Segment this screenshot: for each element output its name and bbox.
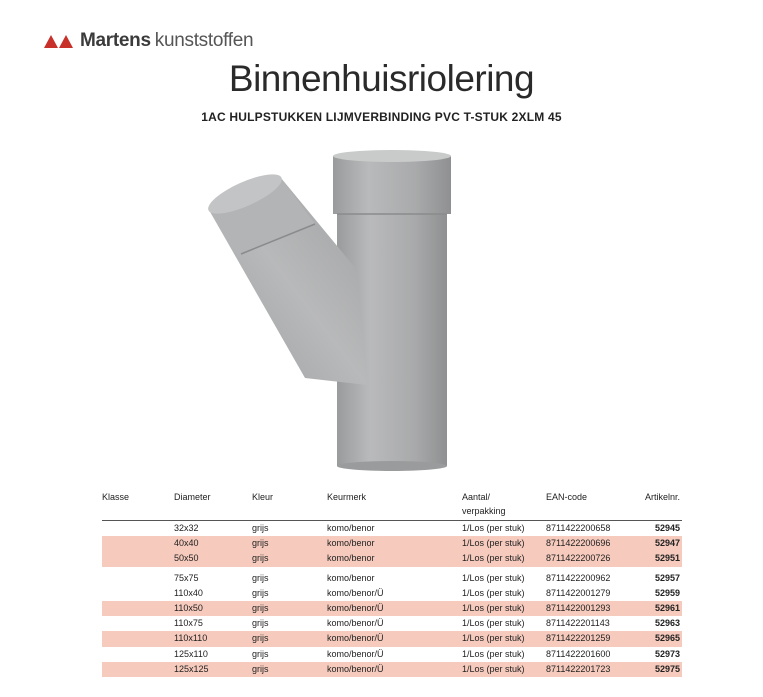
cell-kleur: grijs (252, 553, 269, 564)
cell-keurmerk: komo/benor (327, 523, 375, 533)
logo-brand-light: kunststoffen (154, 30, 254, 51)
cell-kleur: grijs (252, 663, 269, 674)
header-ean: EAN-code (546, 492, 588, 502)
cell-keurmerk: komo/benor/Ü (327, 633, 384, 644)
cell-artikelnr: 52973 (654, 648, 680, 659)
header-klasse: Klasse (102, 492, 130, 502)
cell-aantal: 1/Los (per stuk) (462, 648, 525, 659)
martens-logo (44, 30, 253, 52)
cell-keurmerk: komo/benor (327, 572, 375, 583)
cell-keurmerk: komo/benor/Ü (327, 602, 384, 613)
header-kleur: Kleur (252, 492, 274, 502)
table-row (102, 647, 682, 662)
cell-aantal: 1/Los (per stuk) (462, 618, 525, 629)
cell-keurmerk: komo/benor (327, 553, 375, 564)
header-artikelnr: Artikelnr. (644, 492, 680, 502)
cell-artikelnr: 52945 (654, 523, 680, 533)
cell-diameter: 40x40 (174, 538, 199, 549)
cell-aantal: 1/Los (per stuk) (462, 663, 525, 674)
cell-ean: 8711422200962 (546, 572, 611, 583)
table-row (102, 571, 682, 586)
cell-aantal: 1/Los (per stuk) (462, 538, 525, 549)
table-row (102, 536, 682, 551)
logo-triangles-icon (44, 34, 74, 48)
cell-aantal: 1/Los (per stuk) (462, 633, 525, 644)
cell-keurmerk: komo/benor/Ü (327, 618, 384, 629)
cell-keurmerk: komo/benor/Ü (327, 663, 384, 674)
header-aantal-line2: verpakking (462, 506, 506, 516)
cell-kleur: grijs (252, 538, 269, 549)
cell-artikelnr: 52947 (654, 538, 680, 549)
cell-ean: 8711422201143 (546, 618, 610, 629)
cell-ean: 8711422001293 (546, 602, 611, 613)
table-body (102, 521, 682, 677)
cell-keurmerk: komo/benor (327, 538, 375, 549)
cell-keurmerk: komo/benor/Ü (327, 648, 384, 659)
cell-artikelnr: 52959 (654, 587, 680, 598)
cell-kleur: grijs (252, 602, 269, 613)
cell-ean: 8711422001279 (546, 587, 611, 598)
cell-kleur: grijs (252, 572, 269, 583)
header-aantal-line1: Aantal/ (462, 492, 491, 502)
pvc-t-piece-image (195, 150, 495, 480)
cell-keurmerk: komo/benor/Ü (327, 587, 384, 598)
product-table (102, 486, 682, 674)
table-row (102, 601, 682, 616)
table-header (102, 486, 682, 520)
cell-artikelnr: 52957 (654, 572, 680, 583)
cell-kleur: grijs (252, 648, 269, 659)
cell-diameter: 110x40 (174, 587, 203, 598)
cell-aantal: 1/Los (per stuk) (462, 553, 525, 564)
table-row (102, 616, 682, 631)
cell-diameter: 125x110 (174, 648, 208, 659)
header-aantal (462, 490, 506, 518)
cell-ean: 8711422200658 (546, 523, 611, 533)
cell-diameter: 75x75 (174, 572, 199, 583)
table-row (102, 631, 682, 646)
cell-kleur: grijs (252, 633, 269, 644)
table-row (102, 551, 682, 566)
cell-artikelnr: 52965 (654, 633, 680, 644)
cell-diameter: 110x50 (174, 602, 203, 613)
cell-artikelnr: 52975 (654, 663, 680, 674)
cell-aantal: 1/Los (per stuk) (462, 523, 525, 533)
page-title: Binnenhuisriolering (228, 58, 535, 99)
cell-artikelnr: 52963 (654, 618, 680, 629)
cell-kleur: grijs (252, 587, 269, 598)
cell-diameter: 32x32 (174, 523, 199, 533)
cell-aantal: 1/Los (per stuk) (462, 587, 525, 598)
cell-diameter: 50x50 (174, 553, 199, 564)
logo-brand-bold: Martens (80, 30, 151, 51)
cell-ean: 8711422200726 (546, 553, 611, 564)
cell-kleur: grijs (252, 618, 269, 629)
cell-ean: 8711422201259 (546, 633, 611, 644)
header-keurmerk: Keurmerk (327, 492, 367, 502)
cell-kleur: grijs (252, 523, 269, 533)
cell-ean: 8711422200696 (546, 538, 611, 549)
product-subtitle: 1AC HULPSTUKKEN LIJMVERBINDING PVC T-STUK 2XLM 45 (201, 110, 562, 124)
cell-diameter: 125x125 (174, 663, 209, 674)
cell-diameter: 110x75 (174, 618, 203, 629)
table-row (102, 662, 682, 677)
cell-aantal: 1/Los (per stuk) (462, 602, 525, 613)
cell-artikelnr: 52961 (654, 602, 680, 613)
cell-artikelnr: 52951 (654, 553, 680, 564)
header-diameter: Diameter (174, 492, 211, 502)
cell-ean: 8711422201600 (546, 648, 611, 659)
table-row (102, 586, 682, 601)
cell-diameter: 110x110 (174, 633, 208, 644)
table-row (102, 521, 682, 536)
cell-ean: 8711422201723 (546, 663, 611, 674)
cell-aantal: 1/Los (per stuk) (462, 572, 525, 583)
